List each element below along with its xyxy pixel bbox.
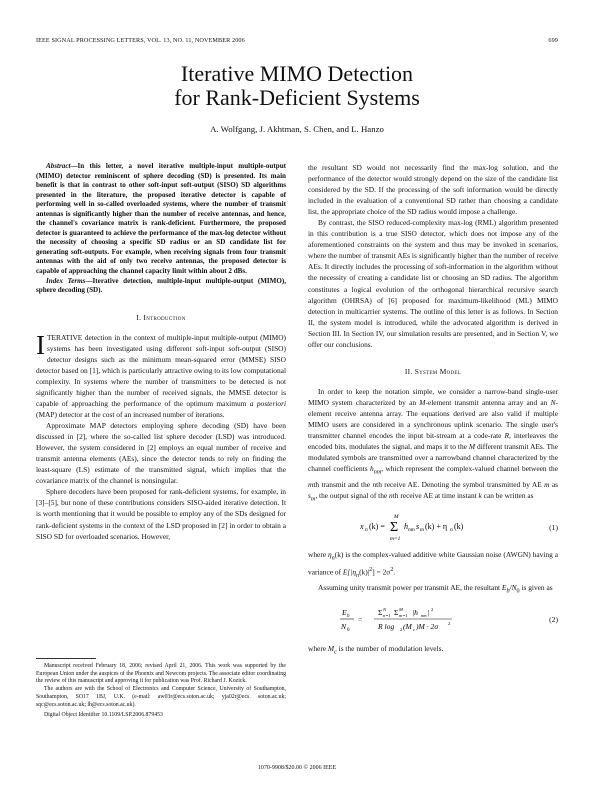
- copyright-footer: 1070-9908/$20.00 © 2006 IEEE: [257, 765, 337, 771]
- eq2-sum2-sub: m=1: [399, 613, 408, 619]
- eq2-h: |h: [412, 608, 418, 618]
- footnote-manuscript: Manuscript received February 18, 2006; revised April 21, 2006. This work was supported by the European Union under the auspices of the Phoenix and Newcom projects. The associate editor coordinating the review of this manuscript and approving it for publication was Prof. Richard J. Kozick.: [36, 663, 286, 685]
- eq2-r-log: R log: [378, 622, 395, 632]
- wm-mc: M: [327, 644, 335, 654]
- eq1-lhs-sub: n: [365, 527, 368, 534]
- eq2-sum1-sub: n=1: [383, 613, 391, 619]
- eq2-equals: =: [358, 615, 363, 625]
- abstract-label: Abstract: [46, 162, 71, 170]
- eq2-h-close: |: [428, 608, 430, 618]
- section-heading-system-model: II. System Model: [404, 366, 462, 376]
- ae-text-b: (k) is the complex-valued additive white Gaussian noise (AWGN) having a variance of: [308, 550, 558, 577]
- author-list: A. Wolfgang, J. Akhtman, S. Chen, and L. Hanzo: [210, 124, 384, 134]
- sm-var-h: h: [370, 464, 374, 474]
- intro-paragraph-1: [36, 329, 286, 420]
- eq2-sigma-sup: 2: [448, 621, 451, 627]
- as-eb-sub: b: [506, 588, 510, 595]
- eq1-eta-sub: n: [450, 527, 453, 534]
- intro-paragraph-2: Approximate MAP detectors employing sphere decoding (SD) have been discussed in [2], where the so-called list sphere decoder (LSD) was introduced. However, the system considered in [2] employs an equal number of receive and transmit antenna elements (AEs), since the detector tends to rely on finding the least-square (LS) estimate of the transmitted signal, which implies that the covariance matrix of the channel is nonsingular.: [36, 421, 286, 486]
- eq2-sum2: Σ: [394, 608, 399, 618]
- as-n0: /N: [509, 582, 517, 592]
- intro-p1-text: TERATIVE detection in the context of multiple-input multiple-output (MIMO) systems has been investigated using different soft-input soft-output (SISO) detector designs such as the minimum mean-squared error (MMSE) SISO detector based on [1], which is particularly attractive owing to its low computational complexity. In systems where the number of transmitters to be detected is not significantly higher than the number of received signals, the MMSE detector is capable of approaching the performance of the optimum maximum: [36, 332, 286, 408]
- abstract-text: —In this letter, a novel iterative multiple-input multiple-output (MIMO) detector reminiscent of sphere decoding (SD) is presented. Its main benefit is that in contrast to other soft-input soft-output (SISO) SD algorithms presented in the literature, the proposed iterative detector is capable of performing well in so-called overloaded systems, where the number of transmit antennas is significantly higher than the number of receive antennas, and hence, the channel's covariance matrix is rank-deficient. Furthermore, the proposed detector is guaranteed to achieve the performance of the max-log detector without the necessity of choosing a specific SD radius or an SD candidate list for generating soft-outputs. For example, when receiving signals from four transmit antennas with the aid of only two receive antennas, the proposed detector is capable of approaching the channel capacity limit within about 2 dBs.: [36, 162, 286, 276]
- sm-text-e: different transmit AEs. The modulated symbols are transmitted over a narrowband channel characterized by the channel coefficients: [308, 442, 558, 474]
- eq2-eb-sub: b: [347, 614, 350, 620]
- sm-var-R: R: [504, 431, 510, 441]
- wm-text-b: is the number of modulation levels.: [336, 644, 444, 654]
- section-heading-introduction: I. Introduction: [136, 312, 186, 322]
- eq2-mc-sub: c: [413, 627, 416, 633]
- sm-text-j: , the output signal of the: [315, 490, 390, 500]
- sm-text-g: th transmit and the: [313, 479, 373, 489]
- sm-text-a: In order to keep the notation simple, we consider a narrow-band single-user MIMO system characterized by an: [308, 386, 558, 407]
- eq1-sum-top: M: [394, 514, 399, 521]
- ae-var3: ] = 2σ: [372, 567, 391, 577]
- wm-mc-sub: c: [334, 649, 337, 656]
- ae-text-c: .: [393, 567, 396, 577]
- eq1-s: s: [416, 522, 420, 532]
- sm-var-M: M: [419, 397, 426, 407]
- eq1-s-sub: m: [420, 527, 424, 534]
- as-text: Assuming unity transmit power per transmit AE, the resultant: [318, 582, 502, 592]
- drop-cap: I: [36, 329, 45, 360]
- assume-paragraph: [308, 582, 558, 598]
- ae-text-a: where: [308, 550, 328, 560]
- system-model-paragraph: [308, 386, 558, 505]
- wm-text-a: where: [308, 644, 328, 654]
- eq1-arg: (k) =: [369, 522, 385, 532]
- intro-paragraph-3: Sphere decoders have been proposed for rank-deficient systems, for example, in [3]–[5], but none of these contributions considers SISO-aided iterative detection. It is worth mentioning that it would be possible to employ any of the SDs designed for rank-deficient systems in the context of the LSD proposed in [2] in order to obtain a SISO SD for overloaded scenarios. However,: [36, 487, 286, 541]
- eq2-n0: N: [341, 622, 347, 632]
- equation-1-number: (1): [549, 523, 558, 533]
- sm-var-M2: M: [468, 442, 476, 452]
- footnote: [36, 658, 286, 720]
- equation-2: [308, 603, 558, 637]
- eq2-sum2-sup: M: [399, 607, 403, 613]
- sm-text-d: , interleaves the encoded bits, modulates the signal, and maps it to the: [308, 431, 558, 452]
- left-column: [36, 162, 286, 542]
- eq1-end: (k): [454, 522, 464, 532]
- ae-var-sup: 2: [369, 566, 373, 573]
- eq1-h-sub: nm: [408, 527, 415, 534]
- ae-eta-sub: n: [331, 555, 335, 562]
- eq2-log-sub: 2: [400, 627, 403, 633]
- sm-var-m: m: [308, 479, 314, 489]
- sm-text-k: th receive AE at time instant: [392, 490, 479, 500]
- ae-var: E[|η: [342, 567, 356, 577]
- equation-2-number: (2): [549, 615, 558, 625]
- ae-var2: (k)|: [359, 567, 370, 577]
- sm-var-m2: m: [544, 479, 550, 489]
- paper-title: [0, 62, 594, 110]
- right-column: [308, 162, 558, 659]
- as-n0-sub: 0: [516, 588, 520, 595]
- after-eq1-paragraph: [308, 549, 558, 582]
- sm-var-n2: n: [389, 490, 393, 500]
- sm-text-l: can be written as: [481, 490, 534, 500]
- equation-2-graphic: [308, 603, 548, 637]
- as-text2: is given as: [519, 582, 553, 592]
- eq1-rest: (k) + η: [425, 522, 448, 532]
- sm-text-i: as: [549, 479, 558, 489]
- eq2-mc: (M: [403, 622, 412, 632]
- running-header: [36, 37, 558, 44]
- eq2-h-sub: nm: [421, 613, 427, 619]
- sm-var-h-sub: nm: [373, 469, 382, 476]
- intro-p1-end: (MAP) detector at the cost of an increased number of iterations.: [36, 410, 225, 420]
- title-line-2: for Rank-Deficient Systems: [174, 85, 420, 110]
- ae-var-sub: n: [355, 572, 360, 579]
- eq2-m-sigma: )M · 2σ: [416, 622, 439, 632]
- ae-var-sup2: 2: [390, 566, 394, 573]
- sm-var-n: n: [372, 479, 377, 489]
- eq1-sum-bot: m=1: [390, 536, 401, 543]
- eq2-n0-sub: 0: [347, 628, 350, 634]
- eq2-h-sup: 2: [431, 607, 434, 613]
- index-terms-label: Index Terms: [46, 276, 86, 285]
- intro-p1-italic: a posteriori: [249, 398, 286, 408]
- equation-1-graphic: [308, 511, 548, 543]
- sm-text-c: -element receive antenna array. The equations derived are also valid if multiple MIMO users are considered in a synchronous uplink scenario. The single user's transmitter channel encodes the input bit-stream at a code-rate: [308, 397, 558, 441]
- sm-var-s-sub: m: [310, 496, 316, 503]
- sm-var-k: k: [478, 490, 482, 500]
- equation-1: [308, 511, 558, 543]
- eq2-eb: E: [342, 608, 347, 618]
- journal-name: IEEE SIGNAL PROCESSING LETTERS, VOL. 13, NO. 11, NOVEMBER 2006: [36, 37, 245, 44]
- sm-text-h: th receive AE. Denoting the symbol transmitted by AE: [376, 479, 545, 489]
- eq2-sum1: Σ: [378, 608, 383, 618]
- ae-eta: η: [328, 550, 332, 560]
- where-mc-paragraph: [308, 643, 558, 659]
- footnote-rule: [36, 658, 96, 659]
- page-number: 699: [548, 37, 558, 44]
- sm-var-s: s: [308, 490, 311, 500]
- sm-var-N: N: [550, 397, 556, 407]
- sm-text-f: , which represent the complex-valued channel between the: [381, 464, 558, 474]
- footnote-affiliation: The authors are with the School of Electronics and Computer Science, University of Southampton, Southampton, SO17 1BJ, U.K. (e-mail: aw03r@ecs.soton.ac.uk; yja02r@ecs. soton.ac.uk; sqc@ecs.soton.ac.uk; lh@ecs.soton.ac.uk).: [36, 686, 286, 708]
- right-paragraph-1: the resultant SD would not necessarily find the max-log solution, and the performance of the detector would strongly depend on the size of the candidate list considered by the SD. If the processing of the soft information would be directly included in the evaluation of a conventional SD rather than choosing a candidate list, the appropriate choice of the SD radius would impose a challenge.: [308, 163, 558, 217]
- eq1-sum-sign: Σ: [390, 520, 399, 536]
- index-terms: [36, 277, 286, 296]
- title-line-1: Iterative MIMO Detection: [180, 61, 414, 86]
- as-eb: E: [501, 582, 507, 592]
- sm-text-b: -element transmit antenna array and an: [425, 397, 551, 407]
- footnote-doi: Digital Object Identifier 10.1109/LSP.2006.879453: [44, 712, 163, 719]
- eq2-sum1-sup: N: [383, 607, 387, 613]
- index-terms-text: —Iterative detection, multiple-input multiple-output (MIMO), sphere decoding (SD).: [36, 276, 287, 295]
- eq1-lhs: x: [360, 522, 364, 532]
- abstract: [36, 162, 286, 277]
- right-paragraph-2: By contrast, the SISO reduced-complexity max-log (RML) algorithm presented in this contribution is a true SISO detector, which does not impose any of the aforementioned constraints on the system and thus may be invoked in scenarios, where the number of transmit AEs is significantly higher than the number of receive AEs. It directly includes the processing of soft-information in the algorithm without the necessity of creating a candidate list or choosing an SD radius. The algorithm constitutes a logical evolution of the orthogonal hierarchical recursive search algorithm (OHRSA) of [6] proposed for maximum-likelihood (ML) MIMO detection in multicarrier systems. The outline of this letter is as follows. In Section II, the system model is introduced, while the advocated algorithm is derived in Section III. In Section IV, our simulation results are presented, and in Section V, we offer our conclusions.: [308, 218, 558, 349]
- eq1-h: h: [404, 522, 408, 532]
